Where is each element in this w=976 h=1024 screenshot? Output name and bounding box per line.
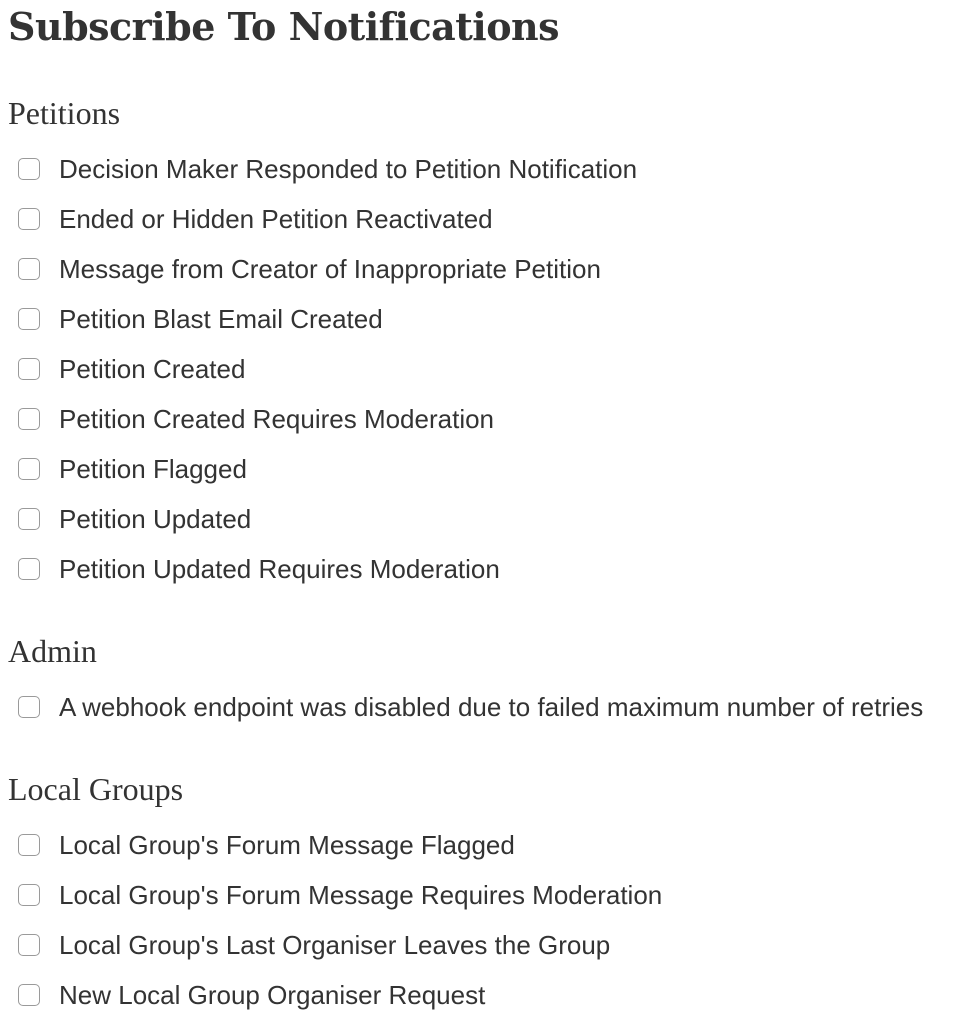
checkbox[interactable] bbox=[18, 458, 40, 480]
checkbox[interactable] bbox=[18, 884, 40, 906]
option-label[interactable]: Petition Updated Requires Moderation bbox=[59, 554, 500, 584]
option-label[interactable]: Local Group's Last Organiser Leaves the Group bbox=[59, 930, 611, 960]
option-label[interactable]: Petition Created Requires Moderation bbox=[59, 404, 495, 434]
checkbox[interactable] bbox=[18, 158, 40, 180]
option-label[interactable]: Petition Blast Email Created bbox=[59, 304, 383, 334]
option-label[interactable]: Local Group's Forum Message Flagged bbox=[59, 830, 515, 860]
option-label[interactable]: Ended or Hidden Petition Reactivated bbox=[59, 204, 493, 234]
checkbox[interactable] bbox=[18, 358, 40, 380]
option-label[interactable]: Local Group's Forum Message Requires Moderation bbox=[59, 880, 663, 910]
checkbox[interactable] bbox=[18, 558, 40, 580]
checkbox[interactable] bbox=[18, 308, 40, 330]
checkbox[interactable] bbox=[18, 258, 40, 280]
checkbox[interactable] bbox=[18, 834, 40, 856]
option-label[interactable]: Petition Updated bbox=[59, 504, 252, 534]
checkbox[interactable] bbox=[18, 934, 40, 956]
option-label[interactable]: Petition Created bbox=[59, 354, 246, 384]
page-title: Subscribe To Notifications bbox=[8, 4, 560, 49]
checkbox[interactable] bbox=[18, 208, 40, 230]
checkbox[interactable] bbox=[18, 696, 40, 718]
option-label[interactable]: New Local Group Organiser Request bbox=[59, 980, 486, 1010]
section-heading-admin: Admin bbox=[8, 633, 97, 669]
option-label[interactable]: A webhook endpoint was disabled due to failed maximum number of retries bbox=[59, 692, 924, 722]
option-label[interactable]: Message from Creator of Inappropriate Petition bbox=[59, 254, 601, 284]
option-label[interactable]: Decision Maker Responded to Petition Notification bbox=[59, 154, 638, 184]
section-heading-petitions: Petitions bbox=[8, 95, 121, 131]
checkbox[interactable] bbox=[18, 408, 40, 430]
checkbox[interactable] bbox=[18, 984, 40, 1006]
section-heading-local-groups: Local Groups bbox=[8, 771, 184, 807]
option-label[interactable]: Petition Flagged bbox=[59, 454, 247, 484]
checkbox[interactable] bbox=[18, 508, 40, 530]
